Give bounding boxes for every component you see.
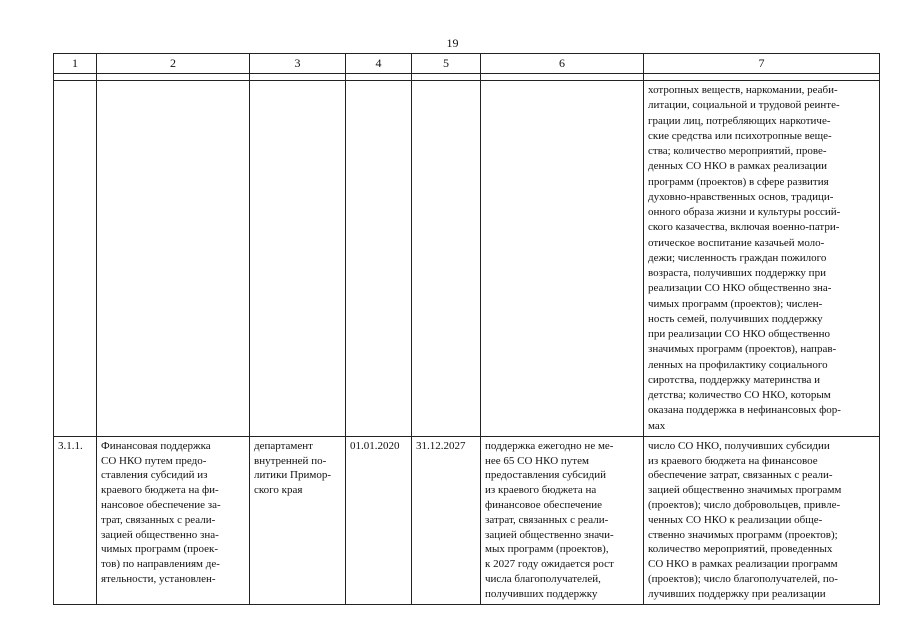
header-separator (54, 74, 880, 81)
item-number-cell (54, 436, 97, 604)
column-number: 7 (644, 54, 880, 74)
end-date-cell (412, 436, 481, 604)
expected-result: поддержка ежегодно не ме- нее 65 СО НКО путем предоставления субсидий из краевого бюджета на финансовое обеспечение затрат, связанных с реали- зацией общественно значи- мых программ (проектов), к 2027 году ожидается рост числа благополучателей, получивших поддержку (485, 439, 614, 600)
measures-table (53, 53, 880, 605)
indicators-cell (644, 81, 880, 437)
measure-name: Финансовая поддержка СО НКО путем предо- ставления субсидий из краевого бюджета на фи- нансовое обеспечение за- трат, связанных с реали- зацией общественно зна- чимых программ (проек- тов) по направлениям де- ятельности, установлен- (101, 439, 221, 585)
empty-cell (250, 81, 346, 437)
continuation-row (54, 81, 880, 437)
empty-cell (54, 81, 97, 437)
indicators-cell (644, 436, 880, 604)
start-date-cell (346, 436, 412, 604)
start-date: 01.01.2020 (350, 439, 400, 452)
empty-cell (97, 81, 250, 437)
indicators-text: число СО НКО, получивших субсидии из краевого бюджета на финансовое обеспечение затрат, связанных с реали- зацией общественно значимых программ (проектов); число добровольцев, привле- ченных СО НКО к реализации обще- ственно значимых программ (проектов); количество мероприятий, проведенных СО НКО в рамках реализации программ (проектов); число благополучателей, по- лучивших поддержку при реализации (648, 439, 842, 600)
column-number: 6 (481, 54, 644, 74)
table-row-3-1-1 (54, 436, 880, 604)
end-date: 31.12.2027 (416, 439, 466, 452)
item-number: 3.1.1. (58, 439, 83, 452)
column-number: 1 (54, 54, 97, 74)
column-number-row (54, 54, 880, 74)
column-number: 2 (97, 54, 250, 74)
executor-cell (250, 436, 346, 604)
empty-cell (481, 81, 644, 437)
page-number: 19 (446, 36, 459, 50)
empty-cell (412, 81, 481, 437)
column-number: 4 (346, 54, 412, 74)
measure-name-cell (97, 436, 250, 604)
expected-result-cell (481, 436, 644, 604)
column-number: 3 (250, 54, 346, 74)
executor: департамент внутренней по- литики Примор- ского края (254, 439, 332, 497)
empty-cell (346, 81, 412, 437)
column-number: 5 (412, 54, 481, 74)
indicators-text: хотропных веществ, наркомании, реаби- литации, социальной и трудовой реинте- грации лиц, потребляющих наркотиче- ские средства или психотропные веще- ства; количество мероприятий, прове- денных СО НКО в рамках реализации программ (проектов) в сфере развития духовно-нравственных основ, традици- онного образа жизни и культуры россий- ского казачества, включая военно-патри- отическое воспитание казачьей моло- дежи; численность граждан пожилого возраста, получивших поддержку при реализации СО НКО общественно зна- чимых программ (проектов); числен- ность семей, получивших поддержку при реализации СО НКО общественно значимых программ (проектов), направ- ленных на профилактику социального сиротства, поддержку материнства и детства; количество СО НКО, которым оказана поддержка в нефинансовых фор- мах (648, 84, 841, 432)
